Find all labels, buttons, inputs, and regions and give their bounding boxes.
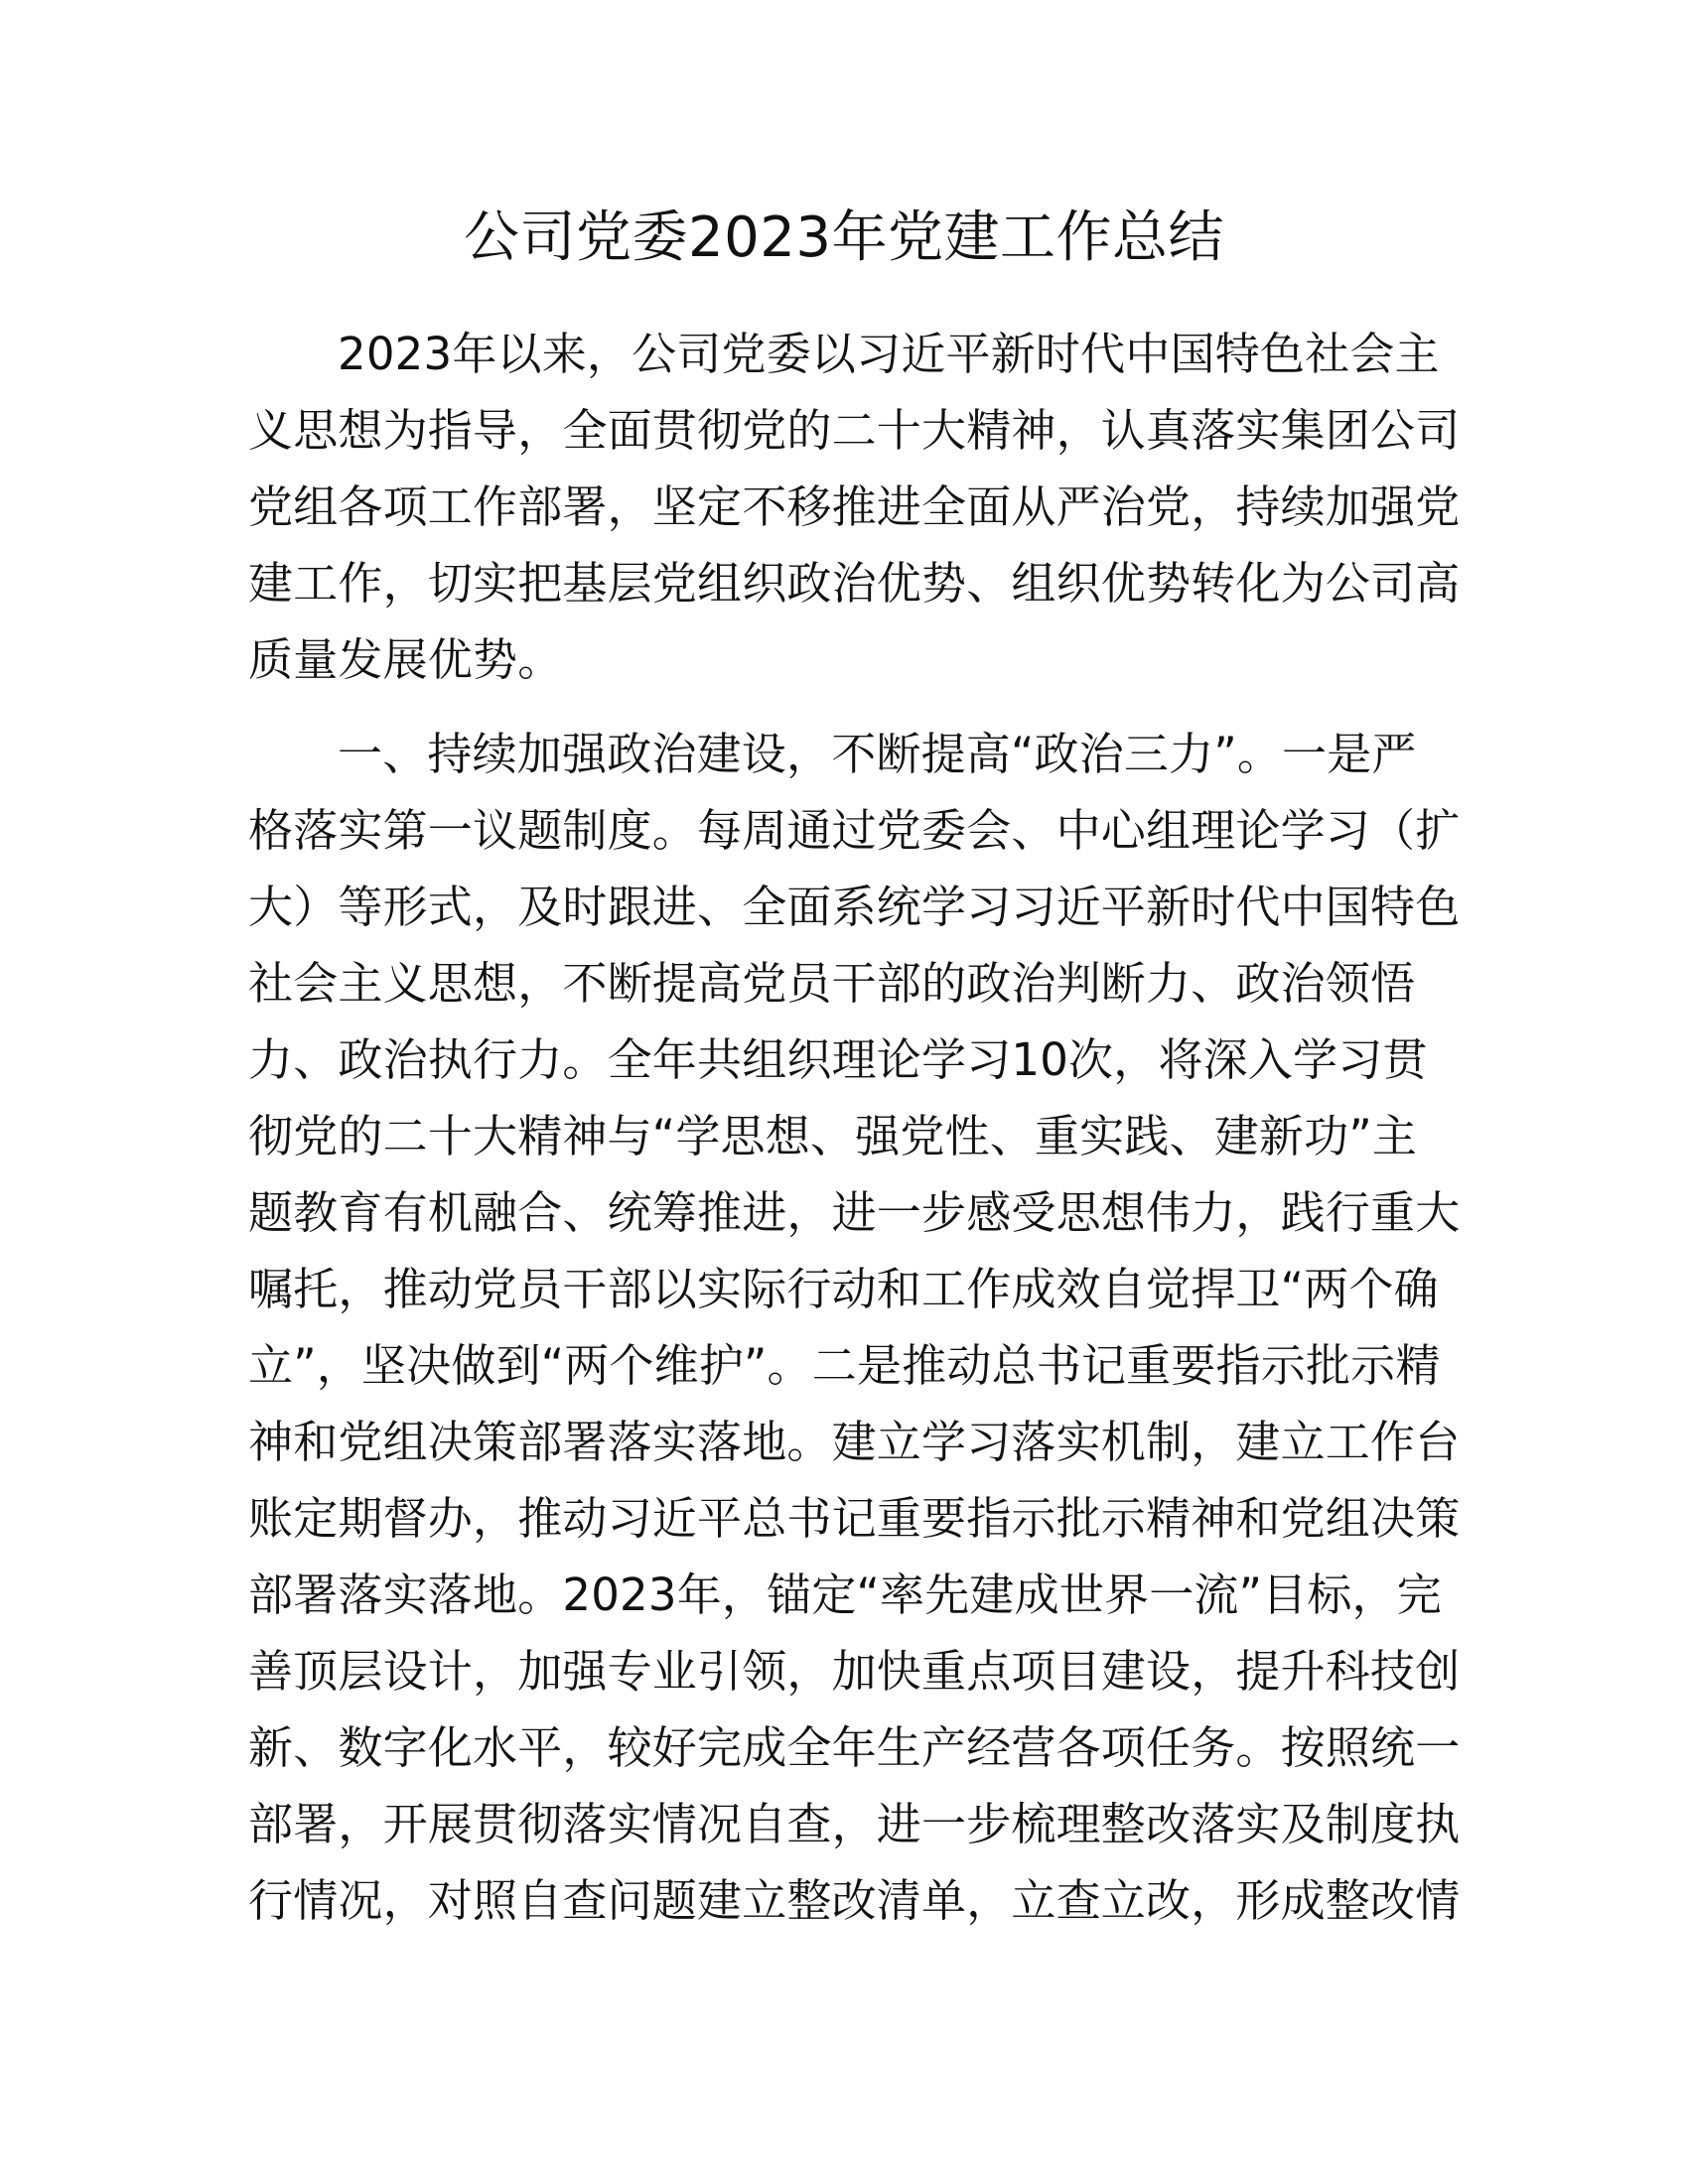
text-line: 建工作，切实把基层党组织政治优势、组织优势转化为公司高 [248,557,1461,610]
text-line: 嘱托，推动党员干部以实际行动和工作成效自觉捍卫“两个确 [248,1263,1439,1315]
text-line: 力、政治执行力。全年共组织理论学习10次，将深入学习贯 [248,1033,1428,1086]
text-line: 义思想为指导，全面贯彻党的二十大精神，认真落实集团公司 [248,404,1461,457]
text-line: 行情况，对照自查问题建立整改清单，立查立改，形成整改情 [248,1874,1461,1927]
document-title: 公司党委2023年党建工作总结 [463,205,1224,270]
text-line: 善顶层设计，加强专业引领，加快重点项目建设，提升科技创 [248,1645,1461,1698]
paragraph-section-1 [248,716,1461,1939]
paragraph-intro [248,316,1461,698]
text-line: 2023年以来，公司党委以习近平新时代中国特色社会主 [338,328,1440,380]
text-line: 党组各项工作部署，坚定不移推进全面从严治党，持续加强党 [248,480,1461,533]
text-line: 质量发展优势。 [248,633,563,686]
text-line: 格落实第一议题制度。每周通过党委会、中心组理论学习（扩 [248,804,1461,857]
document-body [248,195,1461,1957]
text-line: 部署，开展贯彻落实情况自查，进一步梳理整改落实及制度执 [248,1798,1461,1850]
text-line: 题教育有机融合、统筹推进，进一步感受思想伟力，践行重大 [248,1186,1461,1239]
text-line: 部署落实落地。2023年，锚定“率先建成世界一流”目标，完 [248,1569,1442,1621]
text-line: 大）等形式，及时跟进、全面系统学习习近平新时代中国特色 [248,881,1461,933]
text-line: 神和党组决策部署落实落地。建立学习落实机制，建立工作台 [248,1416,1461,1468]
text-line: 社会主义思想，不断提高党员干部的政治判断力、政治领悟 [248,957,1416,1010]
text-line: 账定期督办，推动习近平总书记重要指示批示精神和党组决策 [248,1492,1461,1545]
text-line: 一、持续加强政治建设，不断提高“政治三力”。一是严 [338,728,1417,780]
text-line: 新、数字化水平，较好完成全年生产经营各项任务。按照统一 [248,1721,1461,1774]
text-line: 彻党的二十大精神与“学思想、强党性、重实践、建新功”主 [248,1110,1418,1162]
text-line: 立”，坚决做到“两个维护”。二是推动总书记重要指示批示精 [248,1339,1441,1392]
